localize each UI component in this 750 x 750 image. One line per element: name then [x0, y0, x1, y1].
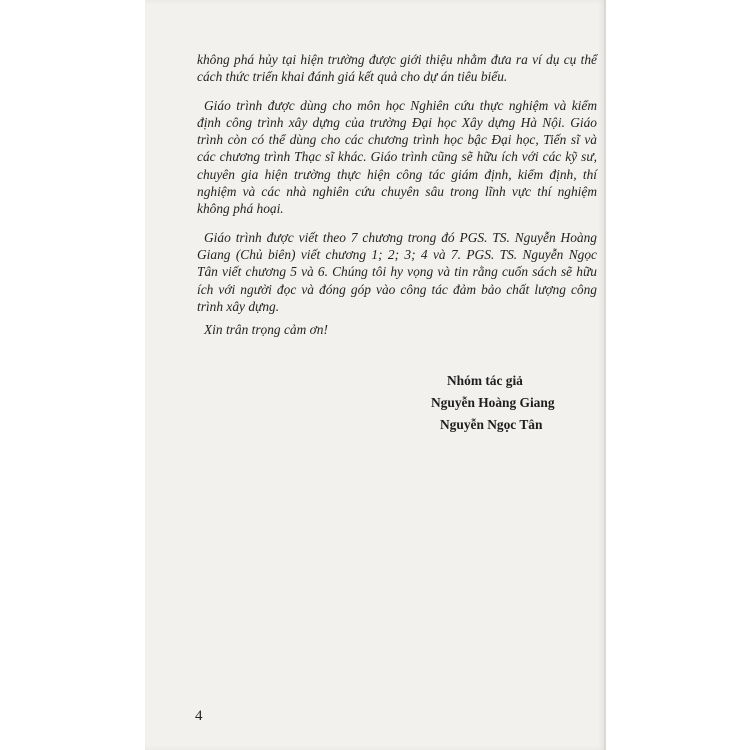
text-line: chuyên gia hiện trường thực hiện công tác giám định, kiểm định, thí [197, 166, 597, 182]
text-line: các chương trình Thạc sĩ khác. Giáo trình cũng sẽ hữu ích với các kỹ sư, [197, 149, 597, 165]
text-line: Giang (Chủ biên) viết chương 1; 2; 3; 4 và 7. PGS. TS. Nguyễn Ngọc [197, 246, 597, 262]
text-line: trình xây dựng. [197, 298, 280, 314]
text-line: Giáo trình được dùng cho môn học Nghiên cứu thực nghiệm và kiểm [204, 97, 597, 113]
text-line: Tân viết chương 5 và 6. Chúng tôi hy vọng và tin rằng cuốn sách sẽ hữu [197, 264, 597, 280]
closing-thanks: Xin trân trọng cảm ơn! [204, 322, 328, 337]
text-line: không phá hủy tại hiện trường được giới thiệu nhằm đưa ra ví dụ cụ thể [197, 52, 597, 67]
book-page [145, 0, 605, 750]
text-line: cách thức triển khai đánh giá kết quả cho dự án tiêu biểu. [197, 69, 508, 85]
author-name: Nguyễn Ngọc Tân [440, 417, 543, 432]
text-line: không phá hoại. [197, 201, 284, 217]
author-block [431, 370, 591, 436]
text-line: trình còn có thể dùng cho các chương trình học bậc Đại học, Tiến sĩ và [197, 132, 597, 148]
author-name: Nguyễn Hoàng Giang [431, 395, 555, 410]
page-edge [604, 0, 606, 750]
text-line: nghiệm và các nhà nghiên cứu chuyên sâu trong lĩnh vực thí nghiệm [197, 184, 597, 200]
body-text [197, 51, 597, 326]
text-line: ích với người đọc và đóng góp vào công tác đảm bảo chất lượng công [197, 281, 597, 297]
text-line: Giáo trình được viết theo 7 chương trong đó PGS. TS. Nguyễn Hoàng [204, 229, 597, 245]
page-number: 4 [195, 708, 203, 724]
paragraph-1 [197, 51, 597, 86]
text-line: định công trình xây dựng của trường Đại học Xây dựng Hà Nội. Giáo [197, 114, 597, 130]
author-group-label: Nhóm tác giả [447, 373, 523, 388]
paragraph-3 [197, 229, 597, 315]
paragraph-2 [197, 97, 597, 218]
